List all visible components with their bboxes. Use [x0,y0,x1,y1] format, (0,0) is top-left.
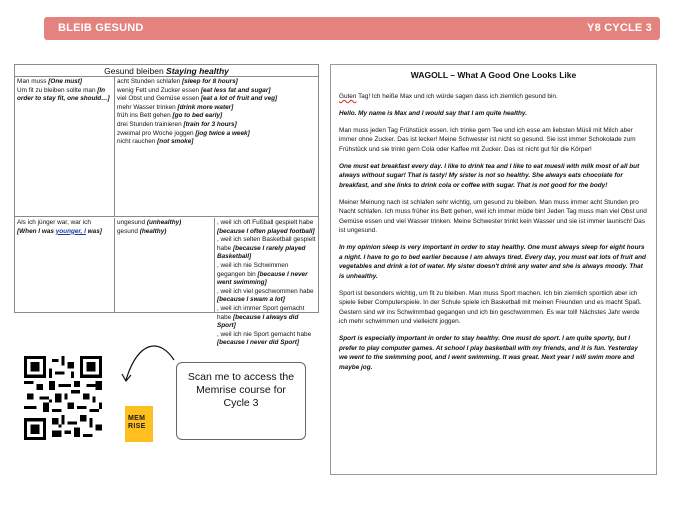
curved-arrow-icon [120,330,180,388]
wagoll-paragraph-en: Sport is especially important in order to stay healthy. One must do sport. I am quite sporty, but I prefer to play computer games. At school I play basketball with my friends, and it is fun. Yesterday we went to the swimming pool, and I went swimming. It was great. Next year I will swim more and maybe jog. [339,335,638,371]
scan-callout: Scan me to access the Memrise course for Cycle 3 [176,362,306,440]
banner-title: BLEIB GESUND [58,22,144,34]
wagoll-paragraph-de: Guten Tag! Ich heiße Max und ich würde sagen dass ich ziemlich gesund bin. [339,93,558,100]
vocab-phrase: zweimal pro Woche joggen [jog twice a week] [117,129,250,137]
wagoll-title: WAGOLL – What A Good One Looks Like [410,70,577,80]
vocab-phrase: Um fit zu bleiben sollte man [In order to stay fit, one should…] [17,86,110,103]
vocab-phrase: viel Obst und Gemüse essen [eat a lot of fruit and veg] [117,95,278,103]
vocab-phrase: drei Stunden trainieren [train for 3 hours] [117,120,237,128]
wagoll-paragraph-de: Meiner Meinung nach ist schlafen sehr wichtig, um gesund zu bleiben. Man muss immer acht Stunden pro Nacht schlafen. Ich muss früher ins Bett gehen, weil ich immer müde bin! Jeden Tag muss man viel Obst und Gemüse essen und viel Wasser trinken. Meine Schwester trinkt kein Wasser und sie ist immer launisch! Das ist ungesund. [339,198,647,235]
wagoll-paragraph-en: One must eat breakfast every day. I like to drink tea and I like to eat muesli with milk most of all but always without sugar! That is tasty! My sister is not so healthy. She always eats chocolate for breakfast, and she links to drink cola or coffee with sugar. That is not good for the body! [339,162,640,189]
wagoll-paragraph-de: Sport ist besonders wichtig, um fit zu bleiben. Man muss Sport machen. Ich bin ziemlich sportlich aber ich spiele lieber Computerspiele. In der Schule spiele ich Basketball mit meinen Freunden und es macht Spaß. Gestern sind wir ins Schwimmbad gegangen und ich bin geschwommen. Es war toll! Nächstes Jahr werde ich mehr schwimmen und vielleicht joggen. [339,289,642,326]
vocab-table [14,64,319,347]
vocab-phrase: , weil ich selten Basketball gespielt habe [because I rarely played Basketball] [217,236,316,261]
vocab-phrase: , weil ich nie Schwimmen gegangen bin [because I never went swimming] [217,261,308,287]
header-banner [44,17,660,40]
vocab-cell-past: Als ich jünger war, war ich [When I was younger, I was] [15,218,115,313]
banner-cycle: Y8 CYCLE 3 [587,22,652,34]
qr-code-icon[interactable] [24,356,102,440]
vocab-cell-starters [15,77,115,216]
wagoll-paragraph-de: Man muss jeden Tag Frühstück essen. Ich trinke gern Tee und ich esse am liebsten Müsli mit Milch aber immer ohne Zucker. Das ist lecker! Meine Schwester ist nicht so gesund. Sie isst immer Schokolade zum Frühstück und sie trinkt gern Cola oder Kaffee mit Zucker. Das ist nicht gut für die Körper! [339,126,636,153]
vocab-phrase: , weil ich immer Sport gemacht habe [because I always did Sport] [217,304,305,330]
vocab-phrase: wenig Fett und Zucker essen [eat less fat and sugar] [117,86,271,94]
vocab-cell-reasons [215,218,318,347]
vocab-phrase: gesund (healthy) [117,227,167,235]
vocab-phrase: , weil ich nie Sport gemacht habe [because I never did Sport] [217,330,312,347]
wagoll-panel [330,64,657,475]
vocab-cell-activities [115,77,318,216]
vocab-row [15,218,318,347]
vocab-phrase: nicht rauchen [not smoke] [117,138,194,146]
vocab-link[interactable]: younger, I [55,227,86,235]
vocab-phrase: früh ins Bett gehen [go to bed early] [117,112,223,120]
vocab-phrase: mehr Wasser trinken [drink more water] [117,103,234,111]
vocab-phrase: , weil ich viel geschwommen habe [because I swam a lot] [217,287,314,304]
vocab-cell-adjectives [115,218,215,313]
vocab-phrase: acht Stunden schlafen [sleep for 8 hours] [117,78,238,85]
vocab-phrase: , weil ich oft Fußball gespielt habe [because I often played football] [217,219,315,235]
vocab-phrase: Man muss [One must] [17,78,82,85]
vocab-row [15,77,318,217]
wagoll-paragraph-en: Hello. My name is Max and I would say that I am quite healthy. [339,109,527,117]
memrise-logo[interactable]: MEM RISE [125,406,153,442]
wagoll-paragraph-en: In my opinion sleep is very important in order to stay healthy. One must always sleep for eight hours a night. I have to go to bed earlier because I am always tired. Every day, you must eat lots of fruit and vegetables and drink a lot of water. My sister doesn't drink any water and she is always moody. That is unhealthy. [339,244,646,280]
vocab-phrase: ungesund (unhealthy) [117,219,182,226]
vocab-table-title: Gesund bleiben Staying healthy [15,65,318,77]
